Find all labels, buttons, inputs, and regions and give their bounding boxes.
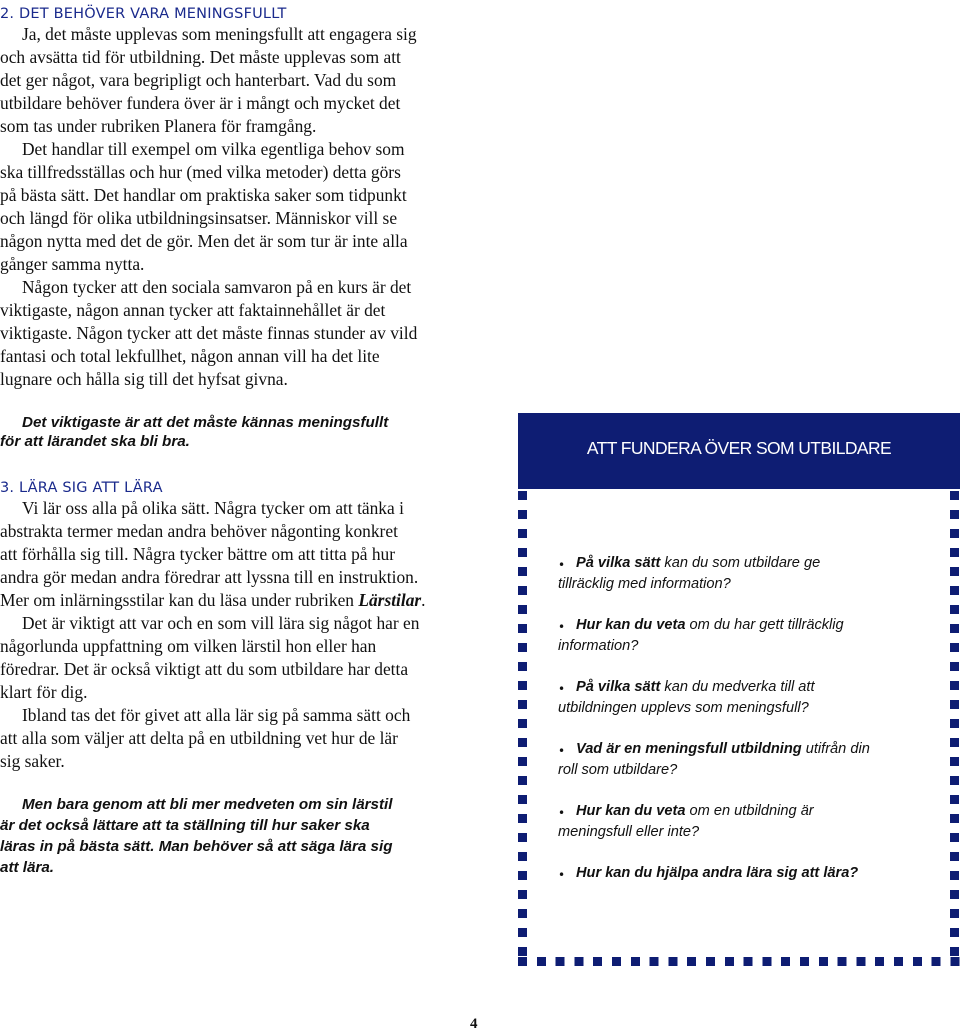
body-line: Ibland tas det för givet att alla lär sig på samma sätt och	[22, 705, 411, 725]
line-text: .	[421, 590, 426, 610]
body-line: Det handlar till exempel om vilka egentliga behov som	[22, 139, 405, 159]
body-line: klart för dig.	[0, 682, 88, 702]
body-line: lugnare och hålla sig till det hyfsat givna.	[0, 369, 288, 389]
quote-line: läras in på bästa sätt. Man behöver så att säga lära sig	[0, 838, 393, 855]
sidebox-left-dashed-border	[518, 491, 527, 965]
body-line: på bästa sätt. Det handlar om praktiska saker som tidpunkt	[0, 185, 407, 205]
sidebox-right-dashed-border	[950, 491, 959, 965]
body-line: och längd för olika utbildningsinsatser. Människor vill se	[0, 208, 398, 228]
question-line: tillräcklig med information?	[558, 576, 731, 592]
question-line	[576, 617, 844, 633]
question-line	[576, 741, 870, 757]
body-line: utbildare behöver fundera över är i mångt och mycket det	[0, 93, 401, 113]
question-emphasis: På vilka sätt	[576, 679, 661, 695]
question-line: roll som utbildare?	[558, 762, 678, 778]
quote-line: är det också lättare att ta ställning till hur saker ska	[0, 817, 370, 834]
bullet-icon: •	[558, 682, 566, 696]
question-emphasis: Hur kan du hjälpa andra lära sig att lära?	[576, 865, 859, 881]
body-line: fantasi och total lekfullhet, någon annan vill ha det lite	[0, 346, 380, 366]
body-line: sig saker.	[0, 751, 65, 771]
body-line: viktigaste. Någon tycker att det måste finnas stunder av vild	[0, 323, 418, 343]
bullet-icon: •	[558, 868, 566, 882]
bullet-icon: •	[558, 744, 566, 758]
body-line	[0, 590, 426, 611]
bullet-icon: •	[558, 558, 566, 572]
question-line: utbildningen upplevs som meningsfull?	[558, 700, 809, 716]
bullet-icon: •	[558, 620, 566, 634]
body-line: som tas under rubriken Planera för framgång.	[0, 116, 317, 136]
line-text: Mer om inlärningsstilar kan du läsa under rubriken	[0, 590, 359, 610]
body-line: Ja, det måste upplevas som meningsfullt att engagera sig	[22, 24, 417, 44]
body-line: andra gör medan andra föredrar att lyssna till en instruktion.	[0, 567, 419, 587]
question-emphasis: Vad är en meningsfull utbildning	[576, 741, 802, 757]
sidebox-bottom-dashed-border	[518, 957, 960, 966]
quote-line: för att lärandet ska bli bra.	[0, 433, 190, 450]
question-text: kan du medverka till att	[660, 679, 815, 695]
body-line: Någon tycker att den sociala samvaron på en kurs är det	[22, 277, 412, 297]
body-line: gånger samma nytta.	[0, 254, 145, 274]
body-line: abstrakta termer medan andra behöver någonting konkret	[0, 521, 398, 541]
question-line	[576, 865, 858, 881]
sidebox-title: ATT FUNDERA ÖVER SOM UTBILDARE	[586, 438, 892, 458]
question-text: om du har gett tillräcklig	[685, 617, 844, 633]
body-line: föredrar. Det är också viktigt att du som utbildare har detta	[0, 659, 409, 679]
question-text: om en utbildning är	[685, 803, 814, 819]
section-2-heading: 2. DET BEHÖVER VARA MENINGSFULLT	[0, 6, 287, 22]
body-line: någorlunda uppfattning om vilken lärstil hon eller han	[0, 636, 377, 656]
question-text: utifrån din	[801, 741, 870, 757]
page-number: 4	[470, 1016, 478, 1032]
question-line	[576, 679, 815, 695]
body-line: Vi lär oss alla på olika sätt. Några tycker om att tänka i	[22, 498, 404, 518]
body-line: att alla som väljer att delta på en utbildning vet hur de lär	[0, 728, 398, 748]
question-line	[576, 803, 814, 819]
quote-line: Det viktigaste är att det måste kännas meningsfullt	[22, 414, 389, 431]
body-line: ska tillfredsställas och hur (med vilka metoder) detta görs	[0, 162, 401, 182]
question-line: information?	[558, 638, 639, 654]
question-emphasis: Hur kan du veta	[576, 803, 686, 819]
body-line: det ger något, vara begripligt och hanterbart. Vad du som	[0, 70, 397, 90]
body-line: viktigaste, någon annan tycker att faktainnehållet är det	[0, 300, 386, 320]
body-line: att förhålla sig till. Några tycker bättre om att titta på hur	[0, 544, 396, 564]
body-line: Det är viktigt att var och en som vill lära sig något har en	[22, 613, 420, 633]
quote-line: Men bara genom att bli mer medveten om sin lärstil	[22, 796, 393, 813]
question-line: meningsfull eller inte?	[558, 824, 700, 840]
question-emphasis: Hur kan du veta	[576, 617, 686, 633]
section-3-heading: 3. LÄRA SIG ATT LÄRA	[0, 480, 163, 496]
question-line	[576, 555, 820, 571]
question-emphasis: På vilka sätt	[576, 555, 661, 571]
larstilar-reference: Lärstilar	[358, 590, 422, 610]
quote-line: att lära.	[0, 859, 55, 876]
body-line: och avsätta tid för utbildning. Det måste upplevas som att	[0, 47, 401, 67]
question-text: kan du som utbildare ge	[660, 555, 821, 571]
bullet-icon: •	[558, 806, 566, 820]
body-line: någon nytta med det de gör. Men det är som tur är inte alla	[0, 231, 408, 251]
